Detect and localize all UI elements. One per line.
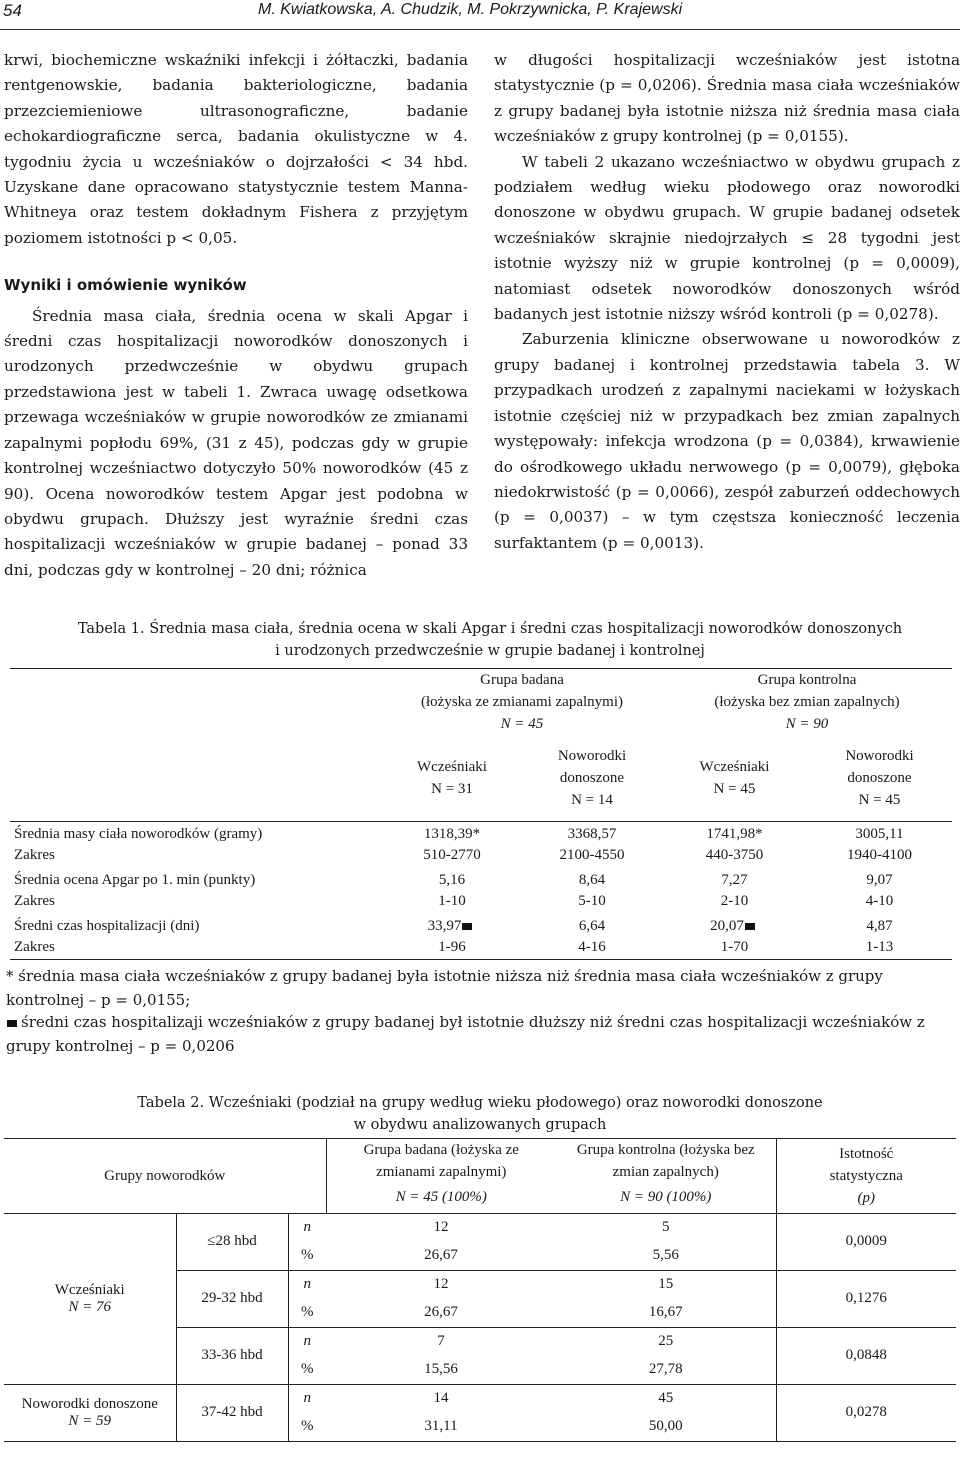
- table3-discussion-paragraph: Zaburzenia kliniczne obserwowane u noworodków z grupy badanej i kontrolnej przedstawia tabela 3. W przypadkach urodzeń z zapalnymi naciekami w łożyskach istotnie częściej niż w przypadkach bez zmian zapalnych występowały: infekcja wrodzona (p = 0,0384), krwawienie do ośrodkowego układu nerwowego (p = 0,0079), głęboka niedokrwistość (p = 0,0066), zespół zaburzeń oddechowych (p = 0,0037) – w tym częstsza konieczność leczenia surfaktantem (p = 0,0013).: [494, 330, 960, 552]
- table-row: Noworodki donoszone N = 59 37-42 hbd n 14 45 0,0278: [4, 1384, 956, 1413]
- results-paragraph-continued: w długości hospitalizacji wcześniaków jest istotna statystycznie (p = 0,0206). Średnia masa ciała wcześniaków z grupy badanej była istotnie niższa niż średnia masa ciała wcześniaków z grupy kontrolnej (p = 0,0155).: [494, 51, 960, 146]
- table2-caption-line1: Tabela 2. Wcześniaki (podział na grupy według wieku płodowego) oraz noworodki donoszone: [137, 1095, 823, 1111]
- table-row: % 15,56 27,78: [4, 1356, 956, 1385]
- table-row: Wcześniaki N = 76 ≤28 hbd n 12 5 0,0009: [4, 1213, 956, 1242]
- table2-study-header: Grupa badana (łożyska ze zmianami zapalnymi): [326, 1139, 556, 1184]
- results-paragraph: Średnia masa ciała, średnia ocena w skali Apgar i średni czas hospitalizacji noworodków donoszonych i urodzonych przedwcześnie w obydwu grupach przedstawiona jest w tabeli 1. Zwraca uwagę odsetkowa przewaga wcześniaków w grupie noworodków ze zmianami zapalnymi popłodu 69%, (31 z 45), podczas gdy w grupie kontrolnej wcześniactwo dotyczyło 50% noworodków (45 z 90). Ocena noworodków testem Apgar jest podobna w obydwu grupach. Dłuższy jest wyraźnie średni czas hospitalizacji wcześniaków w grupie badanej – ponad 33 dni, podczas gdy w kontrolnej – 20 dni; różnica: [4, 306, 468, 579]
- running-authors: M. Kwiatkowska, A. Chudzik, M. Pokrzywnicka, P. Krajewski: [258, 1, 683, 18]
- table2-age-cell: ≤28 hbd: [176, 1213, 288, 1270]
- table-row: 29-32 hbd n 12 15 0,1276: [4, 1270, 956, 1299]
- table2-caption-line2: w obydwu analizowanych grupach: [353, 1117, 607, 1133]
- table2-age-cell: 37-42 hbd: [176, 1384, 288, 1441]
- table1-footnote-2: średni czas hospitalizaji wcześniaków z grupy badanej był istotnie dłuższy niż średni czas hospitalizacji wcześniaków z grupy kontrolnej – p = 0,0206: [6, 1013, 925, 1055]
- left-column: [4, 48, 468, 583]
- table-row: % 26,67 16,67: [4, 1299, 956, 1328]
- table-row: Średnia masy ciała noworodków (gramy) 1318,39* 3368,57 1741,98* 3005,11: [14, 826, 904, 843]
- table2-age-cell: 29-32 hbd: [176, 1270, 288, 1327]
- table-row: Zakres 510-2770 2100-4550 440-3750 1940-4100: [14, 847, 912, 863]
- right-column: [494, 48, 960, 556]
- table1-subheader-cell: Noworodki donoszone N = 14: [522, 735, 662, 821]
- table1-control-group-header: Grupa kontrolna (łożyska bez zmian zapalnych) N = 90: [714, 672, 900, 732]
- table1-subheader-cell: Wcześniaki N = 31: [382, 735, 522, 821]
- table2-term-group: Noworodki donoszone N = 59: [4, 1384, 176, 1441]
- table2-control-n: N = 90 (100%): [556, 1183, 776, 1213]
- table1-subheader-row: [10, 735, 952, 821]
- table2-groups-header: Grupy noworodków: [4, 1139, 326, 1214]
- square-marker-icon: [7, 1020, 17, 1027]
- table2-caption: [100, 1092, 860, 1136]
- table2: [4, 1138, 956, 1442]
- table-row: % 31,11 50,00: [4, 1413, 956, 1442]
- table-row: Średni czas hospitalizacji (dni) 33,97 6,64 20,07 4,87: [14, 918, 893, 934]
- table-row: Średnia ocena Apgar po 1. min (punkty) 5,16 8,64 7,27 9,07: [14, 872, 893, 888]
- table1: [10, 668, 952, 960]
- square-marker-icon: [745, 923, 755, 930]
- table1-corner-cell: [10, 669, 382, 736]
- table1-subheader-cell: Noworodki donoszone N = 45: [807, 735, 952, 821]
- table2-study-n: N = 45 (100%): [326, 1183, 556, 1213]
- table1-subheader-cell: Wcześniaki N = 45: [662, 735, 807, 821]
- header-rule: [0, 29, 960, 30]
- table1-study-group-header: Grupa badana (łożyska ze zmianami zapalnymi) N = 45: [421, 672, 623, 732]
- table2-significance-header: Istotność statystyczna (p): [776, 1139, 956, 1214]
- results-heading: Wyniki i omówienie wyników: [4, 276, 247, 295]
- table1-group-header-row: [10, 669, 952, 736]
- table1-caption: [40, 618, 940, 662]
- methods-paragraph: krwi, biochemiczne wskaźniki infekcji i żółtaczki, badania rentgenowskie, badania bakteriologiczne, badania przezciemieniowe ultrasonograficzne, badanie echokardiograficzne serca, badania okulistyczne w 4. tygodniu życia u wcześniaków o dojrzałości < 34 hbd. Uzyskane dane opracowano statystycznie testem Manna-Whitneya oraz testem dokładnym Fishera z przyjętym poziomem istotności p < 0,05.: [4, 51, 468, 247]
- running-header: [0, 0, 960, 30]
- table2-age-cell: 33-36 hbd: [176, 1327, 288, 1384]
- table-row: Zakres 1-96 4-16 1-70 1-13: [10, 936, 952, 959]
- table-row: 33-36 hbd n 7 25 0,0848: [4, 1327, 956, 1356]
- table-row: % 26,67 5,56: [4, 1242, 956, 1271]
- table1-caption-line2: i urodzonych przedwcześnie w grupie badanej i kontrolnej: [275, 643, 705, 659]
- table1-subheader-empty: [10, 735, 382, 821]
- table2-preterm-group: Wcześniaki N = 76: [4, 1213, 176, 1384]
- page-number: 54: [3, 1, 22, 20]
- table2-control-header: Grupa kontrolna (łożyska bez zmian zapalnych): [576, 1142, 755, 1180]
- table2-header-row: [4, 1139, 956, 1184]
- table-row: Zakres 1-10 5-10 2-10 4-10: [14, 893, 894, 909]
- table1-caption-line1: Tabela 1. Średnia masa ciała, średnia ocena w skali Apgar i średni czas hospitalizacji noworodków donoszonych: [77, 621, 903, 637]
- table2-discussion-paragraph: W tabeli 2 ukazano wcześniactwo w obydwu grupach z podziałem według wieku płodowego oraz noworodki donoszone w obydwu grupach. W grupie badanej odsetek wcześniaków skrajnie niedojrzałych ≤ 28 tygodni jest istotnie wyższy niż w grupie kontrolnej (p = 0,0009), natomiast odsetek noworodków donoszonych wśród badanych jest istotnie niższy wśród kontroli (p = 0,0278).: [494, 152, 960, 324]
- square-marker-icon: [462, 923, 472, 930]
- table1-footnote-1: * średnia masa ciała wcześniaków z grupy badanej była istotnie niższa niż średnia masa ciała wcześniaków z grupy kontrolnej – p = 0,0155;: [6, 967, 883, 1009]
